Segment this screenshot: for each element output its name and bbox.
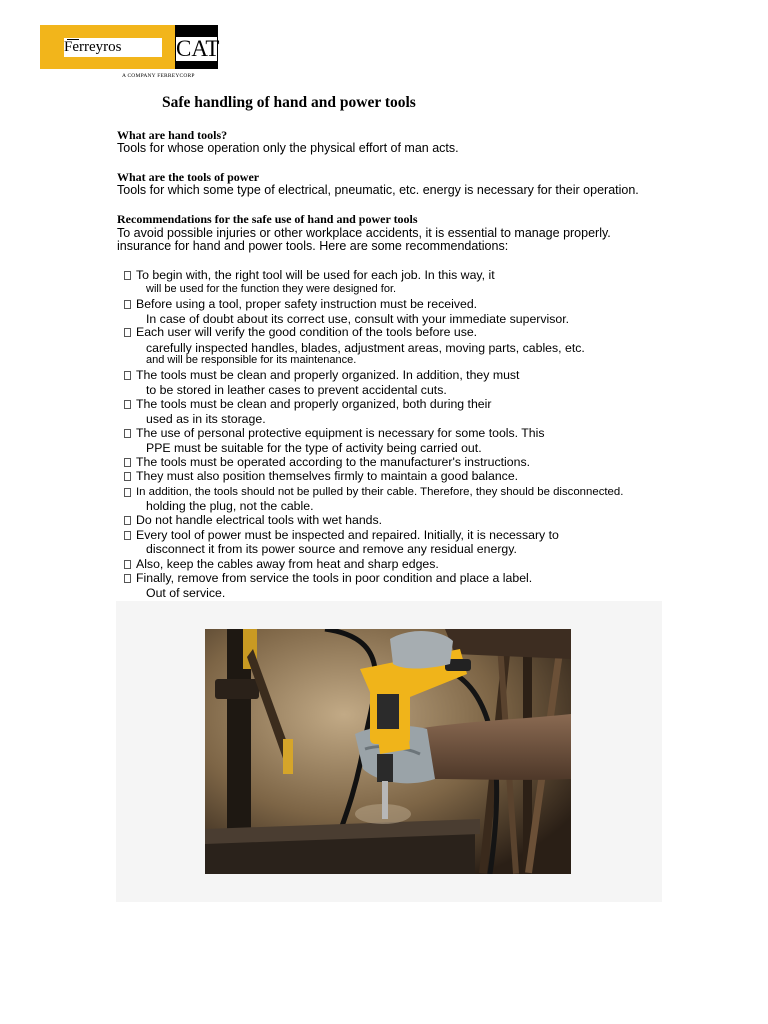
list-item-continuation: PPE must be suitable for the type of activity being carried out. xyxy=(146,441,482,455)
logo-tagline: A COMPANY FERREYCORP xyxy=(122,73,195,79)
list-item: Also, keep the cables away from heat and sharp edges. xyxy=(136,557,439,571)
list-item-continuation: holding the plug, not the cable. xyxy=(146,499,314,513)
list-item: Each user will verify the good condition of the tools before use. xyxy=(136,325,478,339)
power-drill-photo xyxy=(205,629,571,874)
text-power-tools: Tools for which some type of electrical, pneumatic, etc. energy is necessary for their operation. xyxy=(117,183,639,197)
heading-hand-tools: What are hand tools? xyxy=(117,128,228,142)
document-title: Safe handling of hand and power tools xyxy=(162,94,416,111)
bullet-icon xyxy=(124,400,131,409)
text-hand-tools: Tools for whose operation only the physical effort of man acts. xyxy=(117,141,459,155)
heading-recommendations: Recommendations for the safe use of hand and power tools xyxy=(117,212,418,226)
text-recommendations-intro-2: insurance for hand and power tools. Here are some recommendations: xyxy=(117,239,509,253)
list-item-continuation: In case of doubt about its correct use, consult with your immediate supervisor. xyxy=(146,312,570,326)
bullet-icon xyxy=(124,531,131,540)
bullet-icon xyxy=(124,300,131,309)
bullet-icon xyxy=(124,472,131,481)
bullet-icon xyxy=(124,458,131,467)
list-item: The use of personal protective equipment is necessary for some tools. This xyxy=(136,426,545,440)
bullet-icon xyxy=(124,560,131,569)
bullet-icon xyxy=(124,328,131,337)
bullet-icon xyxy=(124,371,131,380)
list-item: Finally, remove from service the tools in poor condition and place a label. xyxy=(136,571,533,585)
text-recommendations-intro-1: To avoid possible injuries or other workplace accidents, it is essential to manage properly. xyxy=(117,226,611,240)
bullet-icon xyxy=(124,516,131,525)
list-item-continuation: used as in its storage. xyxy=(146,412,266,426)
list-item-continuation: disconnect it from its power source and remove any residual energy. xyxy=(146,542,517,556)
list-item: Before using a tool, proper safety instruction must be received. xyxy=(136,297,478,311)
list-item-continuation: Out of service. xyxy=(146,586,226,600)
list-item: In addition, the tools should not be pulled by their cable. Therefore, they should be disconnected. xyxy=(136,486,624,498)
logo-cat-text: CAT xyxy=(176,36,220,61)
bullet-icon xyxy=(124,271,131,280)
list-item: The tools must be clean and properly organized, both during their xyxy=(136,397,492,411)
list-item-continuation: will be used for the function they were designed for. xyxy=(146,283,397,295)
bullet-icon xyxy=(124,488,131,497)
logo-name: Ferreyros xyxy=(64,39,122,55)
list-item: Every tool of power must be inspected and repaired. Initially, it is necessary to xyxy=(136,528,559,542)
bullet-icon xyxy=(124,574,131,583)
list-item-continuation: carefully inspected handles, blades, adjustment areas, moving parts, cables, etc. xyxy=(146,341,585,355)
bullet-icon xyxy=(124,429,131,438)
list-item-continuation: to be stored in leather cases to prevent accidental cuts. xyxy=(146,383,447,397)
list-item: Do not handle electrical tools with wet hands. xyxy=(136,513,383,527)
list-item: The tools must be clean and properly organized. In addition, they must xyxy=(136,368,520,382)
list-item-continuation: and will be responsible for its maintenance. xyxy=(146,354,357,366)
list-item: The tools must be operated according to the manufacturer's instructions. xyxy=(136,455,531,469)
list-item: To begin with, the right tool will be used for each job. In this way, it xyxy=(136,268,495,282)
list-item: They must also position themselves firmly to maintain a good balance. xyxy=(136,469,519,483)
heading-power-tools: What are the tools of power xyxy=(117,170,260,184)
